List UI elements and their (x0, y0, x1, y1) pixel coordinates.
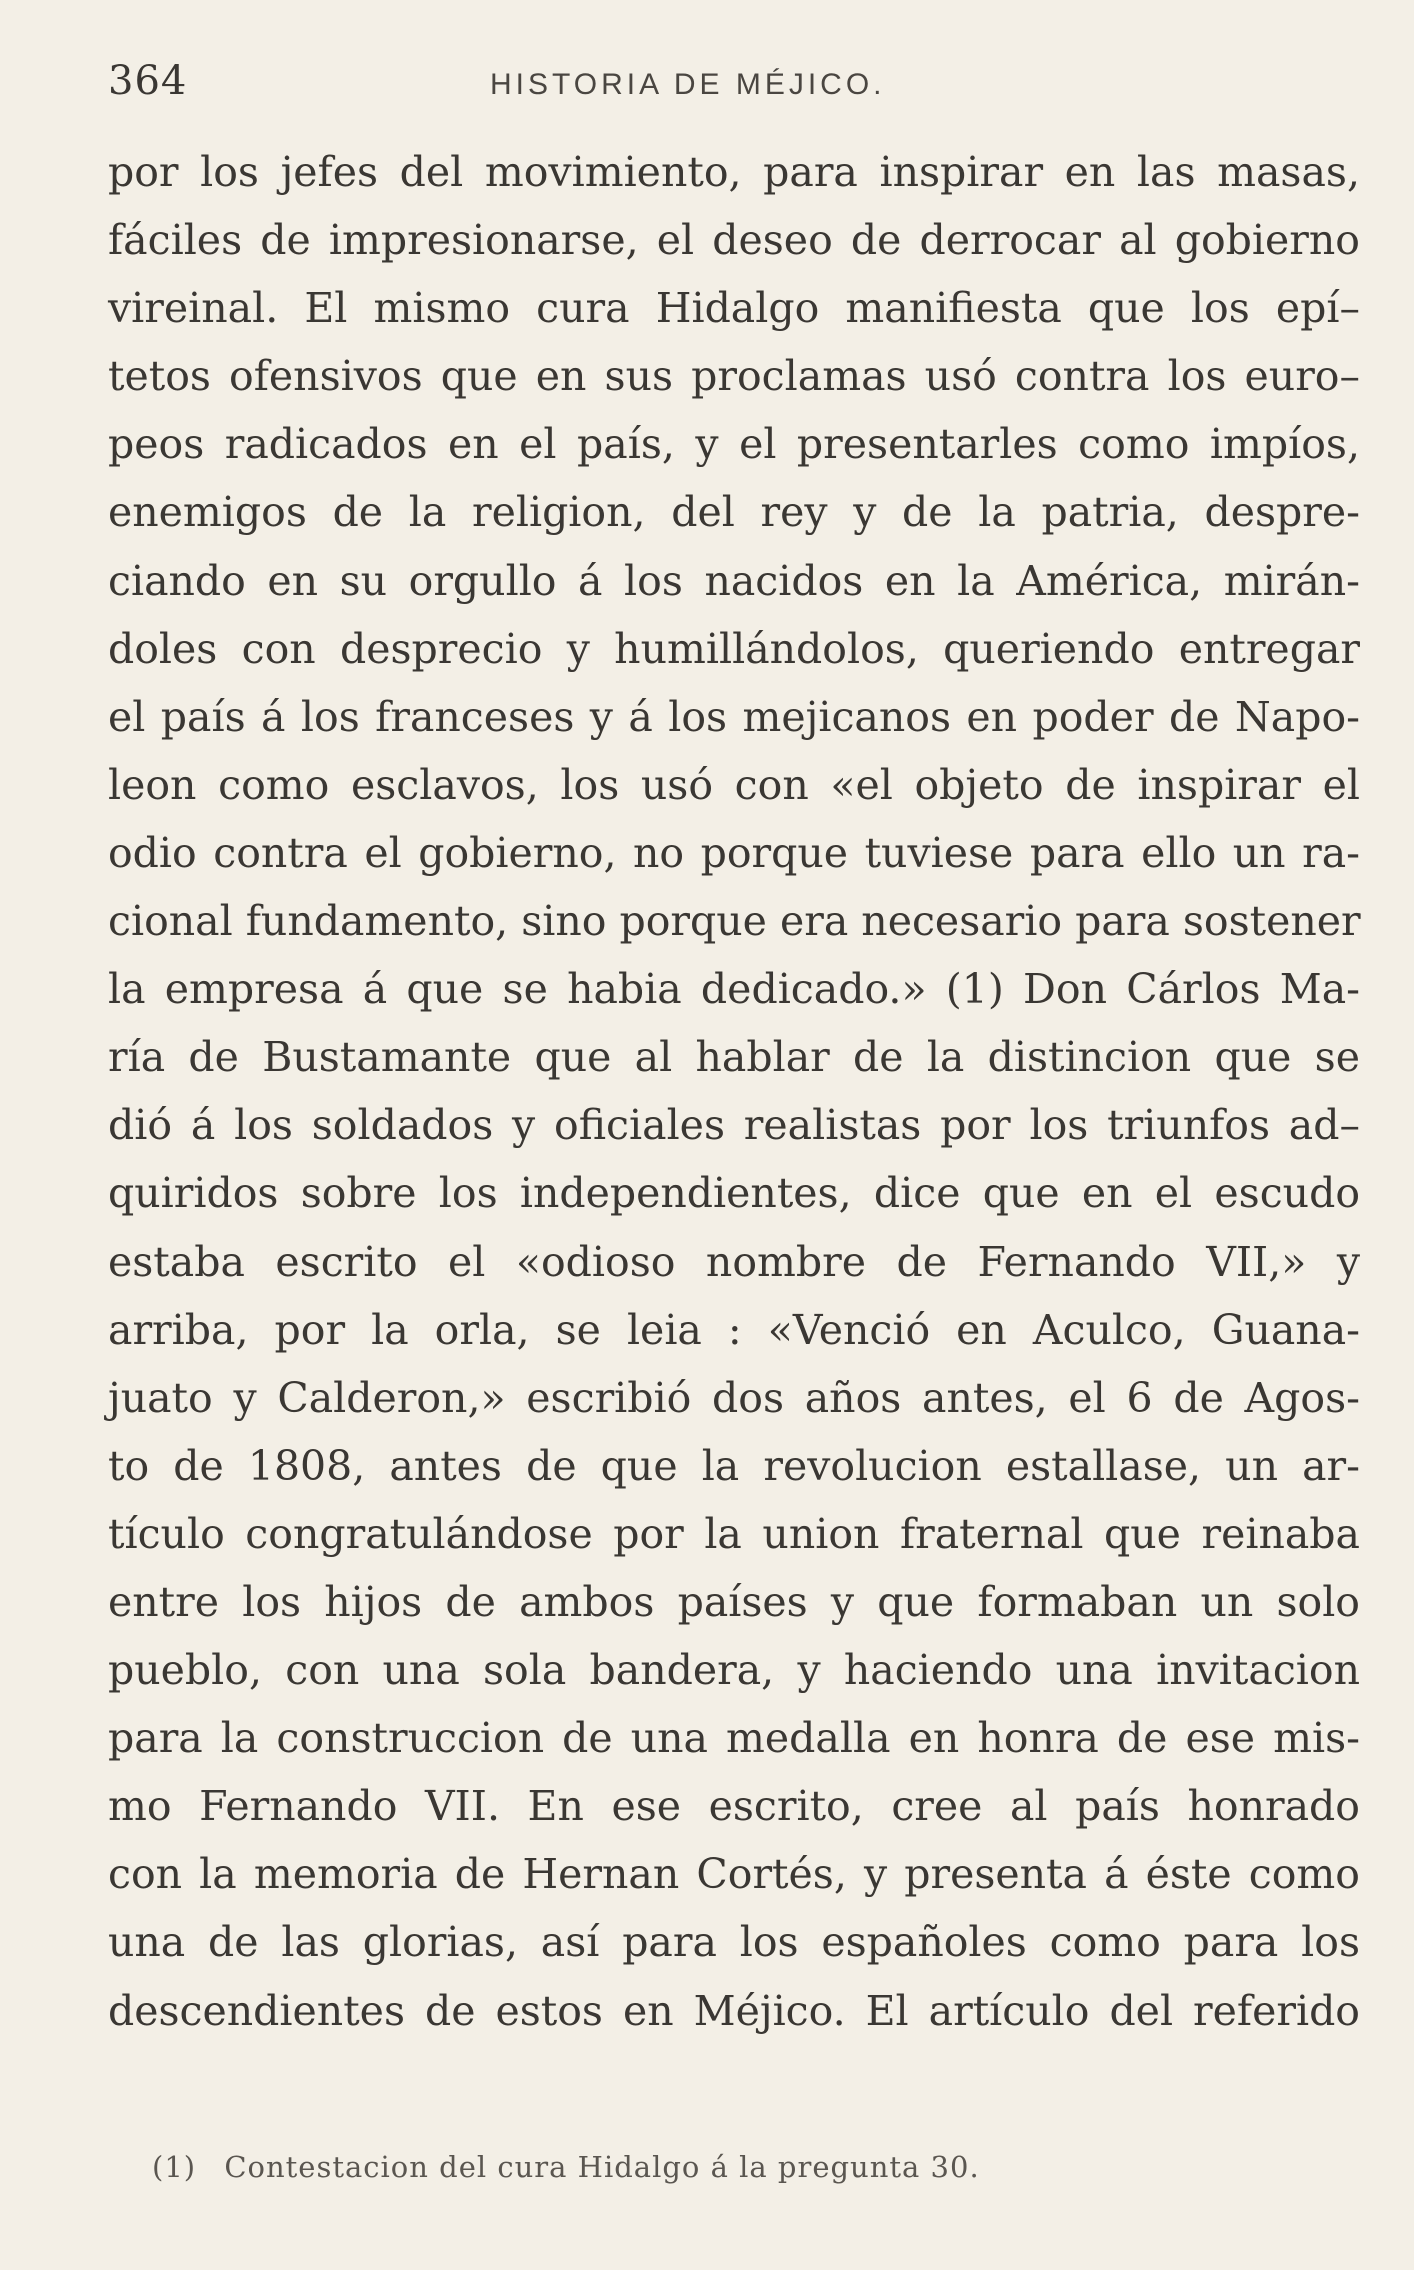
text-line: pueblo, con una sola bandera, y haciendo una invitacion (108, 1646, 1360, 1695)
text-line: para la construccion de una medalla en honra de ese mis- (108, 1714, 1360, 1763)
text-line: mo Fernando VII. En ese escrito, cree al país honrado (108, 1782, 1360, 1831)
text-line: descendientes de estos en Méjico. El artículo del referido (108, 1986, 1360, 2035)
text-line: estaba escrito el «odioso nombre de Fernando VII,» y (108, 1237, 1360, 1286)
text-line: la empresa á que se habia dedicado.» (1) Don Cárlos Ma- (108, 965, 1360, 1014)
text-line: cional fundamento, sino porque era necesario para sostener (108, 897, 1361, 946)
text-line: leon como esclavos, los usó con «el objeto de inspirar el (108, 760, 1360, 809)
body-text (108, 138, 1360, 2045)
text-line: fáciles de impresionarse, el deseo de derrocar al gobierno (108, 216, 1360, 265)
text-line: enemigos de la religion, del rey y de la patria, despre- (108, 488, 1360, 537)
text-line: ciando en su orgullo á los nacidos en la América, mirán- (108, 556, 1360, 605)
footnote-text: Contestacion del cura Hidalgo á la pregunta 30. (224, 2150, 980, 2184)
text-line: odio contra el gobierno, no porque tuviese para ello un ra- (108, 828, 1360, 877)
footnote (152, 2150, 980, 2184)
text-line: doles con desprecio y humillándolos, queriendo entregar (108, 624, 1360, 673)
text-line: juato y Calderon,» escribió dos años antes, el 6 de Agos- (108, 1373, 1360, 1422)
text-line: el país á los franceses y á los mejicanos en poder de Napo- (108, 692, 1360, 741)
text-line: ría de Bustamante que al hablar de la distincion que se (108, 1033, 1360, 1082)
page-number: 364 (108, 58, 188, 104)
text-line: con la memoria de Hernan Cortés, y presenta á éste como (108, 1850, 1360, 1899)
text-line: vireinal. El mismo cura Hidalgo manifiesta que los epí– (108, 284, 1360, 333)
text-line: dió á los soldados y oficiales realistas por los triunfos ad– (108, 1101, 1360, 1150)
text-line: entre los hijos de ambos países y que formaban un solo (108, 1577, 1360, 1626)
text-line: quiridos sobre los independientes, dice que en el escudo (108, 1169, 1360, 1218)
text-line: tículo congratulándose por la union fraternal que reinaba (108, 1509, 1360, 1558)
text-line: tetos ofensivos que en sus proclamas usó contra los euro– (108, 352, 1360, 401)
text-line: peos radicados en el país, y el presentarles como impíos, (108, 420, 1360, 469)
footnote-marker: (1) (152, 2150, 197, 2184)
text-line: por los jefes del movimiento, para inspirar en las masas, (108, 148, 1360, 196)
text-line: to de 1808, antes de que la revolucion estallase, un ar- (108, 1441, 1360, 1490)
text-line: una de las glorias, así para los españoles como para los (108, 1918, 1360, 1967)
page-header (108, 58, 1362, 118)
text-line: arriba, por la orla, se leia : «Venció en Aculco, Guana- (108, 1305, 1360, 1354)
running-head: HISTORIA DE MÉJICO. (490, 68, 886, 101)
